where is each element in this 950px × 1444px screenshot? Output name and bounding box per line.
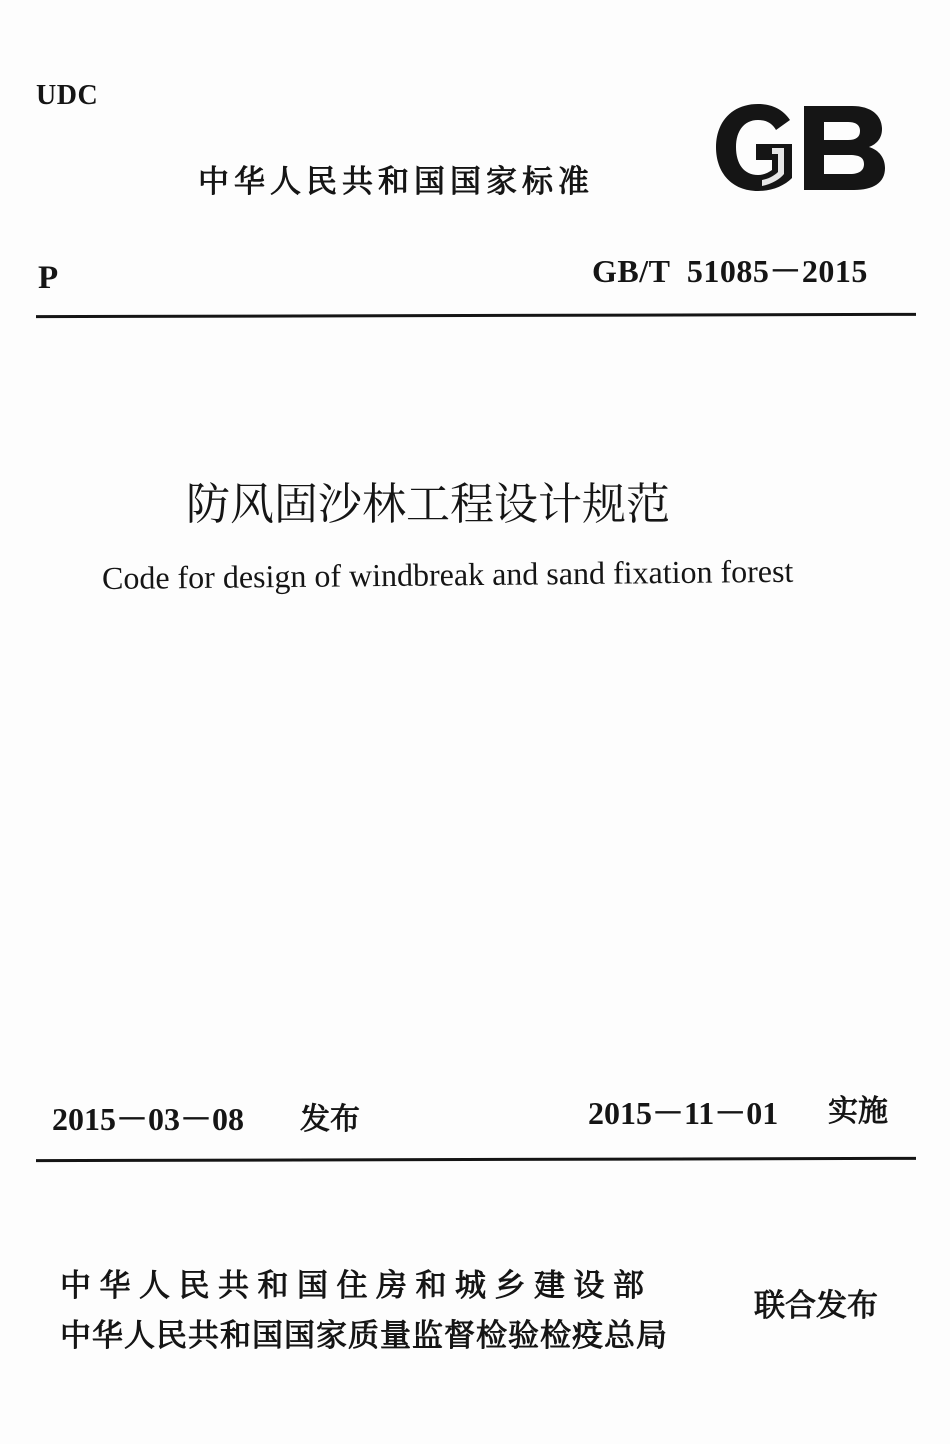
implementation-date: 2015－11－01 <box>588 1095 779 1131</box>
udc-label: UDC <box>36 80 99 111</box>
gb-logo <box>712 100 888 195</box>
implementation-label: 实施 <box>828 1094 888 1129</box>
standard-number: GB/T 51085－2015 <box>592 253 868 289</box>
issuer-quality-administration: 中华人民共和国国家质量监督检验检疫总局 <box>60 1318 668 1354</box>
issue-date: 2015－03－08 <box>52 1101 245 1137</box>
classification-code: P <box>38 260 59 296</box>
bottom-divider <box>36 1157 916 1162</box>
title-english: Code for design of windbreak and sand fixation forest <box>101 552 794 596</box>
title-chinese: 防风固沙林工程设计规范 <box>186 479 670 530</box>
issue-label: 发布 <box>300 1102 360 1137</box>
top-divider <box>36 313 916 318</box>
joint-issue-label: 联合发布 <box>754 1288 878 1324</box>
national-standard-heading: 中华人民共和国国家标准 <box>198 164 594 200</box>
issuer-ministry-housing: 中华人民共和国住房和城乡建设部 <box>60 1268 653 1304</box>
